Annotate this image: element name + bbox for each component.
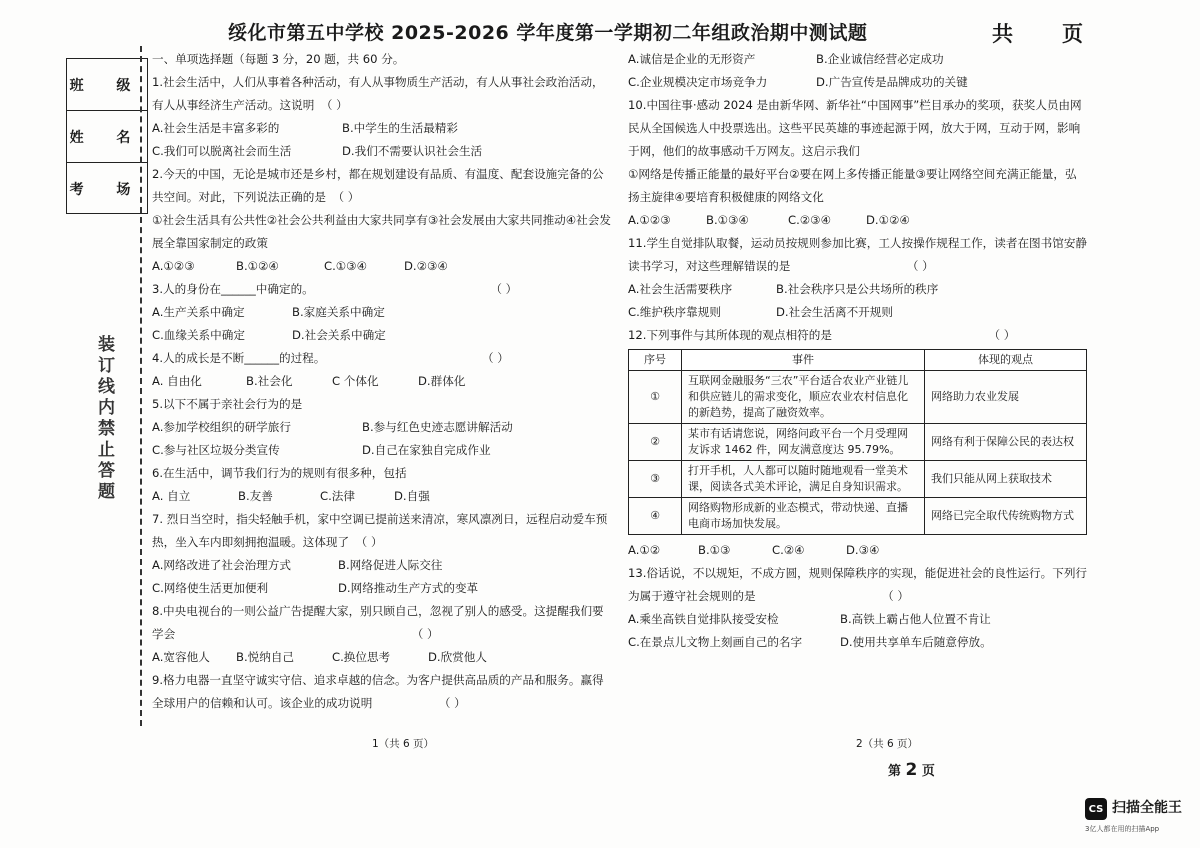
room-field: 考 场 [69, 181, 145, 198]
q9-options-row2: C.企业规模决定市场竞争力 D.广告宣传是品牌成功的关键 [628, 75, 968, 89]
header-view: 体现的观点 [925, 350, 1087, 371]
q11-options-row2: C.维护秩序靠规则 D.社会生活离不开规则 [628, 305, 893, 319]
q8-options: A.宽容他人 B.悦纳自己 C.换位思考 D.欣赏他人 [152, 650, 487, 664]
total-label: 共 [992, 22, 1013, 46]
page-marker-number: 2 [905, 760, 918, 780]
page-label: 页 [1062, 22, 1083, 46]
table-row: ② 某市有话请您说，网络问政平台一个月受理网友诉求 1462 件，网友满意度达 95.79%。 网络有利于保障公民的表达权 [629, 424, 1087, 461]
question-9: 9.格力电器一直坚守诚实守信、追求卓越的信念。为客户提供高品质的产品和服务。赢得全球用户的信赖和认可。该企业的成功说明 （ ） [152, 673, 604, 710]
camscanner-logo-icon: CS [1085, 798, 1107, 820]
camscanner-tagline: 3亿人都在用的扫描App [1085, 825, 1160, 833]
question-13: 13.俗话说，不以规矩，不成方圆，规则保障秩序的实现，能促进社会的良性运行。下列行为属于遵守社会规则的是 （ ） [628, 566, 1088, 603]
q9-options-row1: A.诚信是企业的无形资产 B.企业诚信经营必定成功 [628, 52, 944, 66]
q5-options-row1: A.参加学校组织的研学旅行 B.参与红色史迹志愿讲解活动 [152, 420, 513, 434]
binding-line [140, 46, 142, 726]
q3-options-row1: A.生产关系中确定 B.家庭关系中确定 [152, 305, 385, 319]
question-7: 7. 烈日当空时，指尖轻触手机，家中空调已提前送来清凉，寒风凛冽日，远程启动爱车预热，坐入车内即刻拥抱温暖。这体现了 （ ） [152, 512, 608, 549]
question-8: 8.中央电视台的一则公益广告提醒大家，别只顾自己，忽视了别人的感受。这提醒我们要学会 （ ） [152, 604, 604, 641]
table-row: ④ 网络购物形成新的业态模式，带动快递、直播电商市场加快发展。 网络已完全取代传统购物方式 [629, 498, 1087, 535]
question-3: 3.人的身份在______中确定的。 （ ） [152, 282, 518, 296]
name-field: 姓 名 [67, 111, 147, 163]
q3-options-row2: C.血缘关系中确定 D.社会关系中确定 [152, 328, 386, 342]
q6-options: A. 自立 B.友善 C.法律 D.自强 [152, 489, 430, 503]
question-2: 2.今天的中国，无论是城市还是乡村，都在规划建设有品质、有温度、配套设施完备的公共空间。对此，下列说法正确的是 （ ） [152, 167, 604, 204]
q11-options-row1: A.社会生活需要秩序 B.社会秩序只是公共场所的秩序 [628, 282, 939, 296]
header-event: 事件 [682, 350, 925, 371]
question-4: 4.人的成长是不断______的过程。 （ ） [152, 351, 509, 365]
q7-options-row1: A.网络改进了社会治理方式 B.网络促进人际交往 [152, 558, 443, 572]
q7-options-row2: C.网络使生活更加便利 D.网络推动生产方式的变革 [152, 581, 479, 595]
page-number-1: 1（共 6 页） [372, 738, 435, 750]
student-info-box [66, 58, 148, 214]
q1-options-row1: A.社会生活是丰富多彩的 B.中学生的生活最精彩 [152, 121, 458, 135]
right-column [628, 48, 1088, 654]
table-header [629, 350, 1087, 371]
q1-options-row2: C.我们可以脱离社会而生活 D.我们不需要认识社会生活 [152, 144, 483, 158]
section-title: 一、单项选择题（每题 3 分，20 题，共 60 分。 [152, 52, 405, 66]
header-index: 序号 [629, 350, 682, 371]
q10-statements: ①网络是传播正能量的最好平台②要在网上多传播正能量③要让网络空间充满正能量，弘扬主旋律④要培育积极健康的网络文化 [628, 167, 1077, 204]
class-field: 班 级 [67, 59, 147, 111]
q2-statements: ①社会生活具有公共性②社会公共利益由大家共同享有③社会发展由大家共同推动④社会发展全靠国家制定的政策 [152, 213, 611, 250]
table-row: ③ 打开手机，人人都可以随时随地观看一堂美术课，阅读各式美术评论，满足自身知识需求。 我们只能从网上获取技术 [629, 461, 1087, 498]
page-number-2: 2（共 6 页） [856, 738, 919, 750]
q5-options-row2: C.参与社区垃圾分类宣传 D.自己在家独自完成作业 [152, 443, 491, 457]
q13-options-row1: A.乘坐高铁自觉排队接受安检 B.高铁上霸占他人位置不肯让 [628, 612, 991, 626]
events-table [628, 349, 1087, 535]
question-12: 12.下列事件与其所体现的观点相符的是 （ ） [628, 328, 1016, 342]
question-6: 6.在生活中，调节我们行为的规则有很多种，包括 [152, 466, 407, 480]
left-column [152, 48, 612, 715]
camscanner-name: 扫描全能王 [1112, 800, 1182, 816]
table-row: ① 互联网金融服务“三农”平台适合农业产业链儿和供应链儿的需求变化，顺应农业农村信息化的新趋势，提高了融资效率。 网络助力农业发展 [629, 371, 1087, 424]
q13-options-row2: C.在景点儿文物上刻画自己的名字 D.使用共享单车后随意停放。 [628, 635, 992, 649]
q10-options: A.①②③ B.①③④ C.②③④ D.①②④ [628, 213, 910, 227]
q2-options: A.①②③ B.①②④ C.①③④ D.②③④ [152, 259, 448, 273]
question-1: 1.社会生活中，人们从事着各种活动，有人从事物质生产活动，有人从事社会政治活动，有人从事经济生产活动。这说明 （ ） [152, 75, 604, 112]
q4-options: A. 自由化 B.社会化 C 个体化 D.群体化 [152, 374, 466, 388]
question-10: 10.中国往事·感动 2024 是由新华网、新华社“中国网事”栏目承办的奖项，获奖人员由网民从全国候选人中投票选出。这些平民英雄的事迹起源于网，放大于网，互动于网，影响于网，他们的故事感动千万网友。这启示我们 [628, 98, 1082, 158]
question-11: 11.学生自觉排队取餐，运动员按规则参加比赛，工人按操作规程工作，读者在图书馆安静读书学习，对这些理解错误的是 （ ） [628, 236, 1088, 273]
exam-title: 绥化市第五中学校 2025-2026 学年度第一学期初二年组政治期中测试题 [228, 22, 868, 44]
q12-options: A.①② B.①③ C.②④ D.③④ [628, 543, 880, 557]
page-marker: 第 2 页 [888, 760, 935, 780]
binding-note: 装订线内禁止答题 [94, 335, 114, 503]
question-5: 5.以下不属于亲社会行为的是 [152, 397, 303, 411]
